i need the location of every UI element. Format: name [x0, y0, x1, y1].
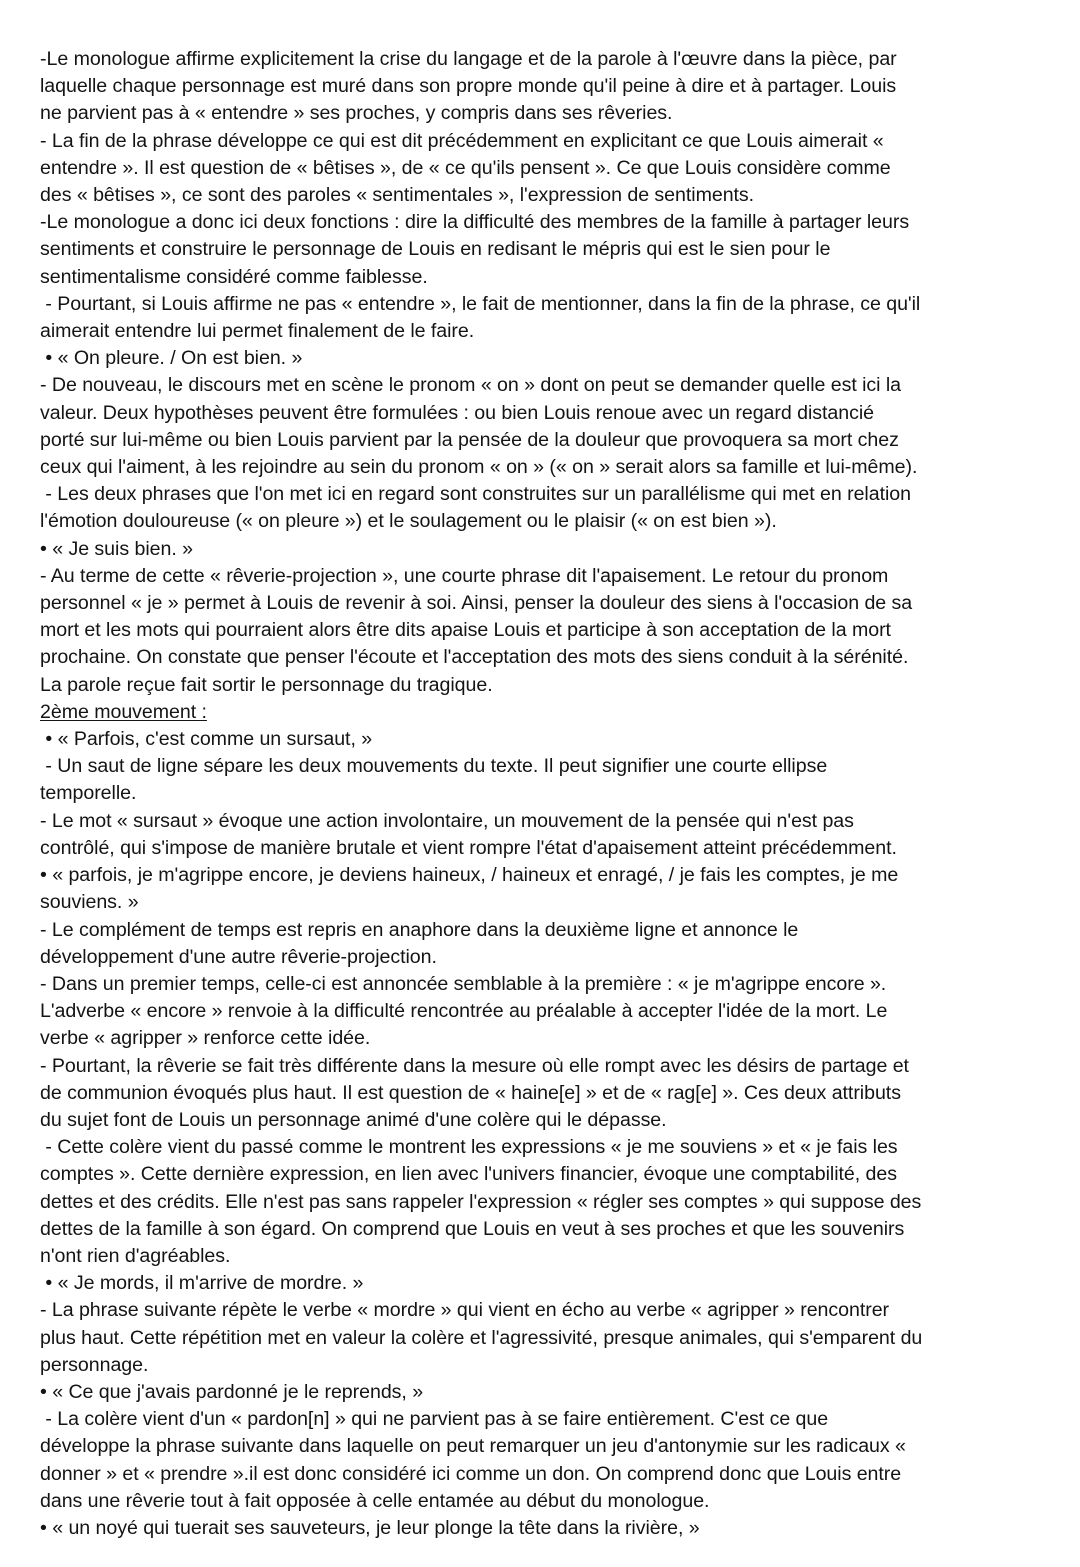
text-line: temporelle.: [40, 782, 137, 805]
text-line: contrôlé, qui s'impose de manière brutale et vient rompre l'état d'apaisement atteint précédemment.: [40, 836, 897, 859]
text-line: développement d'une autre rêverie-projection.: [40, 945, 437, 968]
text-line: • « Ce que j'avais pardonné je le reprends, »: [40, 1380, 424, 1403]
text-line: - La phrase suivante répète le verbe « mordre » qui vient en écho au verbe « agripper » rencontrer: [40, 1299, 890, 1322]
text-line: personnage.: [40, 1353, 149, 1376]
text-line: - Cette colère vient du passé comme le montrent les expressions « je me souviens » et « je fais les: [40, 1136, 898, 1159]
text-line: du sujet font de Louis un personnage animé d'une colère qui le dépasse.: [40, 1108, 667, 1131]
text-line: - La colère vient d'un « pardon[n] » qui ne parvient pas à se faire entièrement. C'est ce que: [40, 1408, 829, 1431]
text-line: développe la phrase suivante dans laquelle on peut remarquer un jeu d'antonymie sur les radicaux «: [40, 1435, 906, 1458]
text-line: - Dans un premier temps, celle-ci est annoncée semblable à la première : « je m'agrippe encore ».: [40, 972, 887, 995]
text-line: - Les deux phrases que l'on met ici en regard sont construites sur un parallélisme qui met en relation: [40, 483, 911, 506]
text-line: aimerait entendre lui permet finalement de le faire.: [40, 320, 475, 343]
text-line: n'ont rien d'agréables.: [40, 1244, 231, 1267]
text-line: sentimentalisme considéré comme faiblesse.: [40, 265, 428, 288]
text-line: L'adverbe « encore » renvoie à la difficulté rencontrée au préalable à accepter l'idée de la mort. Le: [40, 1000, 888, 1023]
text-line: - Pourtant, si Louis affirme ne pas « entendre », le fait de mentionner, dans la fin de la phrase, ce qu'il: [40, 292, 921, 315]
text-line: - De nouveau, le discours met en scène le pronom « on » dont on peut se demander quelle est ici la: [40, 374, 902, 397]
text-line: l'émotion douloureuse (« on pleure ») et le soulagement ou le plaisir (« on est bien »).: [40, 510, 777, 533]
text-line: valeur. Deux hypothèses peuvent être formulées : ou bien Louis renoue avec un regard distancié: [40, 401, 875, 424]
text-line: - Un saut de ligne sépare les deux mouvements du texte. Il peut signifier une courte ellipse: [40, 755, 828, 778]
text-line: • « Parfois, c'est comme un sursaut, »: [40, 728, 373, 751]
text-line: - Pourtant, la rêverie se fait très différente dans la mesure où elle rompt avec les désirs de partage et: [40, 1054, 909, 1077]
text-line: • « Je mords, il m'arrive de mordre. »: [40, 1272, 364, 1295]
text-line: de communion évoqués plus haut. Il est question de « haine[e] » et de « rag[e] ». Ces deux attributs: [40, 1081, 901, 1104]
text-line: donner » et « prendre ».il est donc considéré ici comme un don. On comprend donc que Louis entre: [40, 1462, 902, 1485]
text-line: des « bêtises », ce sont des paroles « sentimentales », l'expression de sentiments.: [40, 184, 755, 207]
text-line: dettes et des crédits. Elle n'est pas sans rappeler l'expression « régler ses comptes » qui suppose des: [40, 1190, 922, 1213]
text-line: mort et les mots qui pourraient alors être dits apaise Louis et participe à son acceptation de la mort: [40, 619, 891, 642]
text-line: dettes de la famille à son égard. On comprend que Louis en veut à ses proches et que les souvenirs: [40, 1217, 905, 1240]
text-line: prochaine. On constate que penser l'écoute et l'acceptation des mots des siens conduit à la sérénité.: [40, 646, 909, 669]
text-line: personnel « je » permet à Louis de revenir à soi. Ainsi, penser la douleur des siens à l'occasion de sa: [40, 592, 913, 615]
text-line: laquelle chaque personnage est muré dans son propre monde qu'il peine à dire et à partager. Louis: [40, 75, 897, 98]
text-line: porté sur lui-même ou bien Louis parvient par la pensée de la douleur que provoquera sa mort chez: [40, 428, 899, 451]
text-line: comptes ». Cette dernière expression, en lien avec l'univers financier, évoque une comptabilité, des: [40, 1163, 898, 1186]
text-line: plus haut. Cette répétition met en valeur la colère et l'agressivité, presque animales, qui s'emparent du: [40, 1326, 923, 1349]
text-line: La parole reçue fait sortir le personnage du tragique.: [40, 673, 493, 696]
text-line: verbe « agripper » renforce cette idée.: [40, 1027, 371, 1050]
text-line: • « un noyé qui tuerait ses sauveteurs, je leur plonge la tête dans la rivière, »: [40, 1516, 700, 1539]
text-line: - Le complément de temps est repris en anaphore dans la deuxième ligne et annonce le: [40, 918, 799, 941]
text-line: - Au terme de cette « rêverie-projection », une courte phrase dit l'apaisement. Le retour du pronom: [40, 564, 889, 587]
text-line: ne parvient pas à « entendre » ses proches, y compris dans ses rêveries.: [40, 102, 673, 125]
text-line: ceux qui l'aiment, à les rejoindre au sein du pronom « on » (« on » serait alors sa famille et lui-même).: [40, 456, 918, 479]
section-heading: 2ème mouvement :: [40, 700, 207, 723]
text-line: sentiments et construire le personnage de Louis en redisant le mépris qui est le sien pour le: [40, 238, 831, 261]
text-line: -Le monologue affirme explicitement la crise du langage et de la parole à l'œuvre dans la pièce, par: [40, 48, 897, 70]
text-line: • « On pleure. / On est bien. »: [40, 347, 303, 370]
text-line: -Le monologue a donc ici deux fonctions : dire la difficulté des membres de la famille à partager leurs: [40, 211, 910, 234]
text-line: dans une rêverie tout à fait opposée à celle entamée au début du monologue.: [40, 1489, 710, 1512]
text-line: - La fin de la phrase développe ce qui est dit précédemment en explicitant ce que Louis aimerait «: [40, 129, 884, 152]
text-line: • « Je suis bien. »: [40, 537, 193, 560]
document-page: [40, 46, 1045, 1542]
text-line: entendre ». Il est question de « bêtises », de « ce qu'ils pensent ». Ce que Louis considère comme: [40, 156, 891, 179]
text-line: - Le mot « sursaut » évoque une action involontaire, un mouvement de la pensée qui n'est pas: [40, 809, 854, 832]
text-line: souviens. »: [40, 891, 139, 914]
text-line: • « parfois, je m'agrippe encore, je deviens haineux, / haineux et enragé, / je fais les comptes, je me: [40, 864, 899, 887]
